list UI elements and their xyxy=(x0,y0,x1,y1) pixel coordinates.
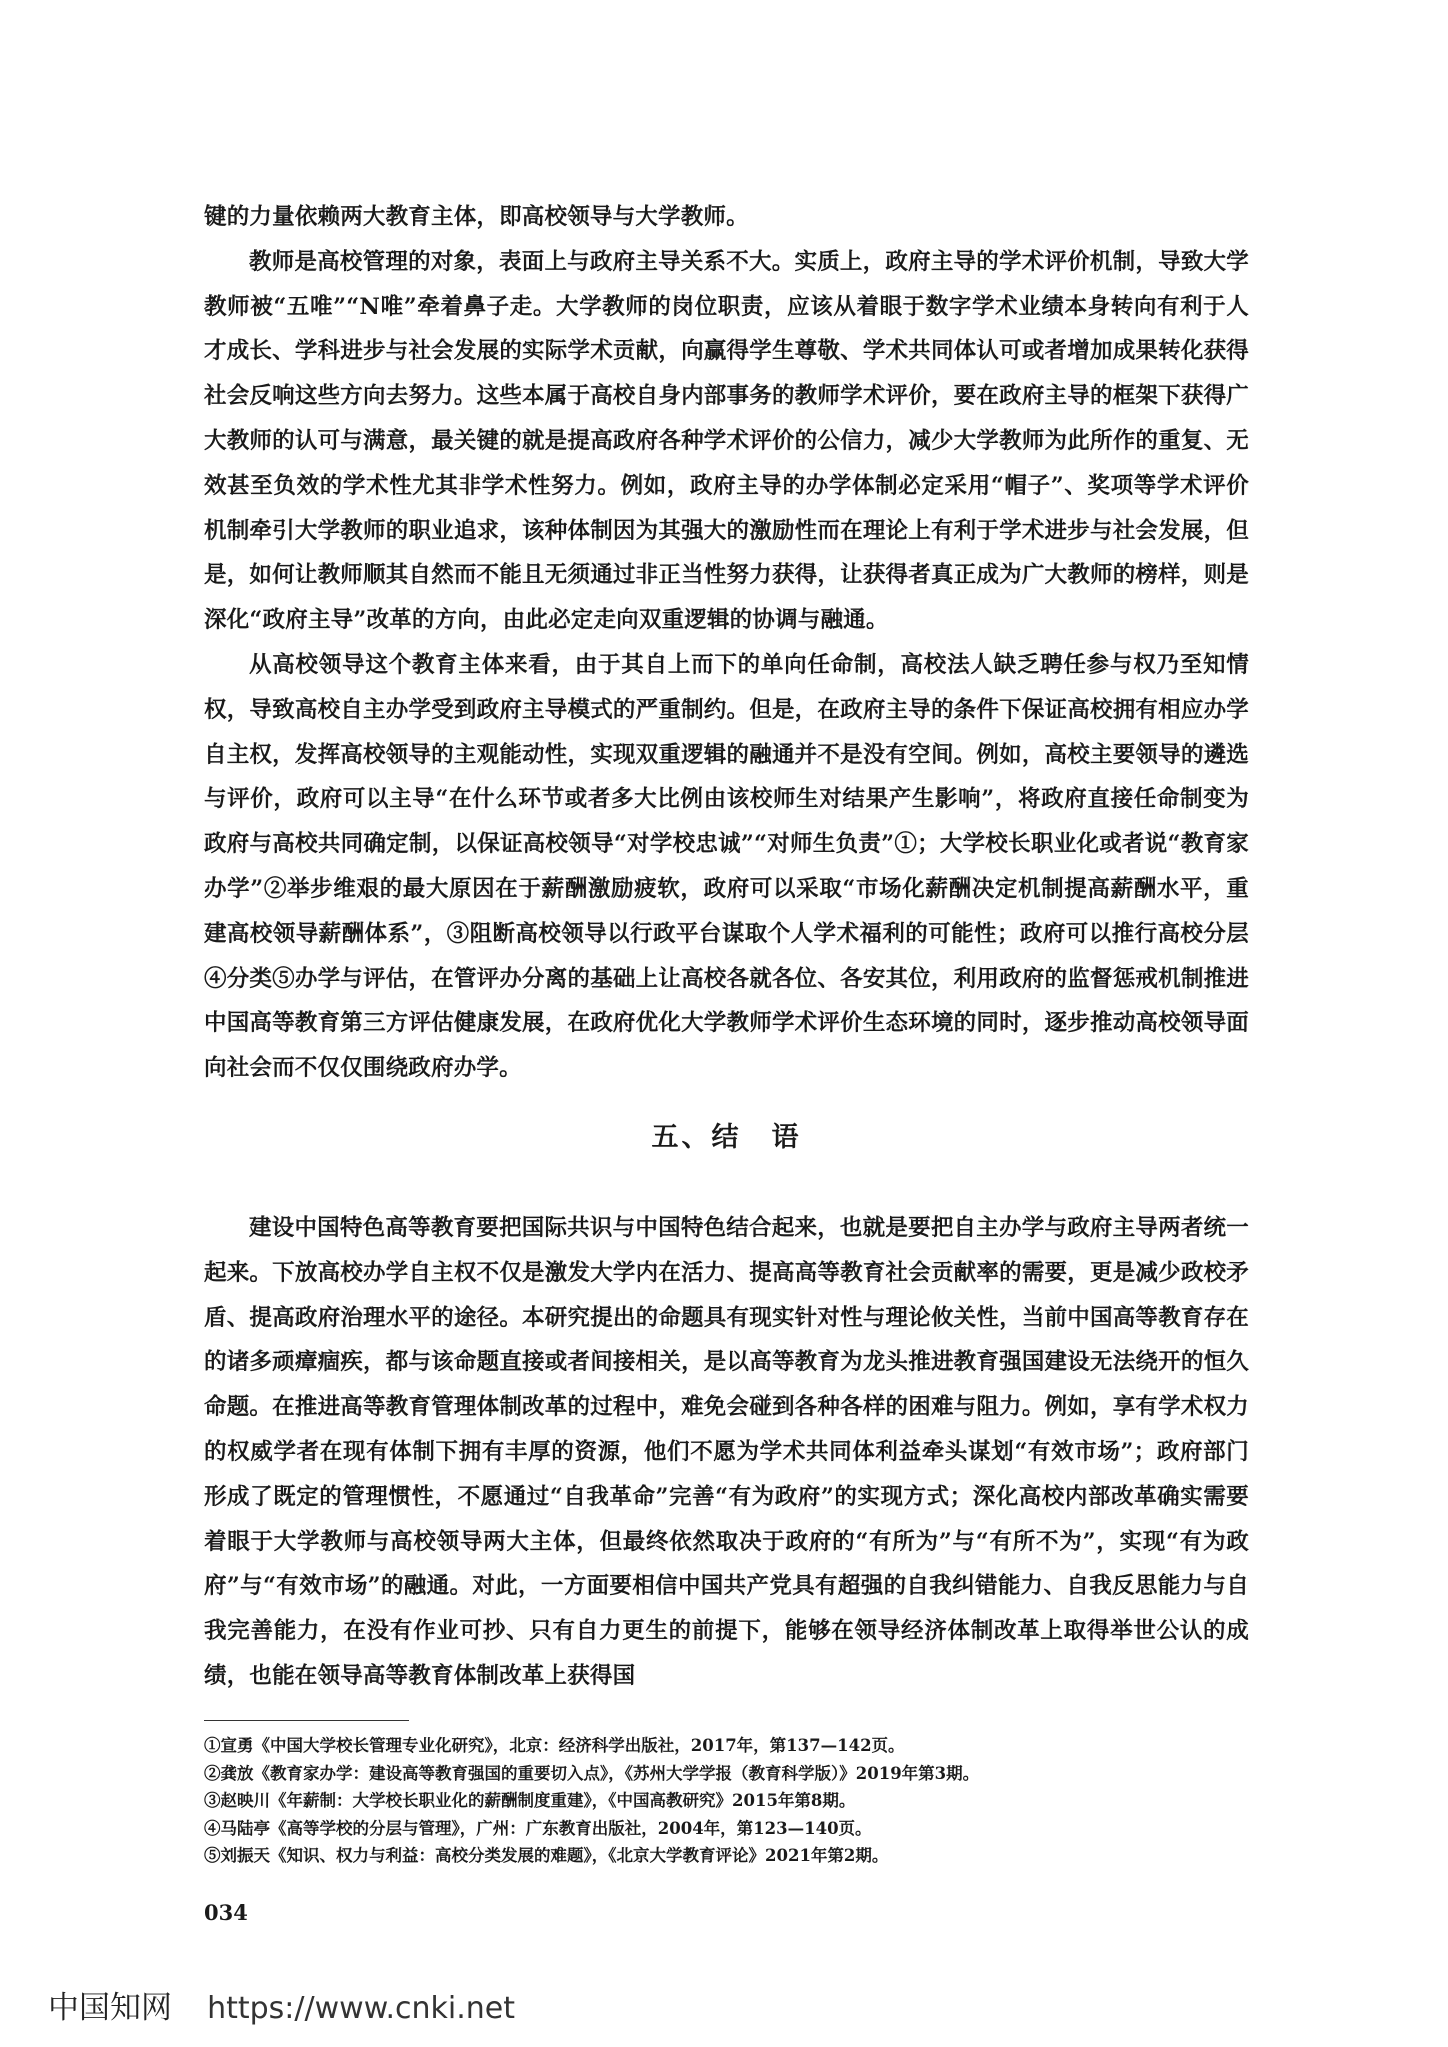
footnote-4: ④马陆亭《高等学校的分层与管理》，广州：广东教育出版社，2004年，第123—140页。 xyxy=(204,1818,872,1838)
paragraph-continuation: 键的力量依赖两大教育主体，即高校领导与大学教师。 xyxy=(204,204,749,230)
cnki-url: https://www.cnki.net xyxy=(207,1991,516,2026)
footnote-2: ②龚放《教育家办学：建设高等教育强国的重要切入点》，《苏州大学学报（教育科学版）》2019年第3期。 xyxy=(204,1763,980,1783)
paragraph-conclusion: 建设中国特色高等教育要把国际共识与中国特色结合起来，也就是要把自主办学与政府主导两者统一起来。下放高校办学自主权不仅是激发大学内在活力、提高高等教育社会贡献率的需要，更是减少政校矛盾、提高政府治理水平的途径。本研究提出的命题具有现实针对性与理论攸关性，当前中国高等教育存在的诸多顽瘴痼疾，都与该命题直接或者间接相关，是以高等教育为龙头推进教育强国建设无法绕开的恒久命题。在推进高等教育管理体制改革的过程中，难免会碰到各种各样的困难与阻力。例如，享有学术权力的权威学者在现有体制下拥有丰厚的资源，他们不愿为学术共同体利益牵头谋划“有效市场”；政府部门形成了既定的管理惯性，不愿通过“自我革命”完善“有为政府”的实现方式；深化高校内部改革确实需要着眼于大学教师与高校领导两大主体，但最终依然取决于政府的“有所为”与“有所不为”，实现“有为政府”与“有效市场”的融通。对此，一方面要相信中国共产党具有超强的自我纠错能力、自我反思能力与自我完善能力，在没有作业可抄、只有自力更生的前提下，能够在领导经济体制改革上取得举世公认的成绩，也能在领导高等教育体制改革上获得国 xyxy=(204,1215,1249,1689)
footnote-divider xyxy=(204,1720,409,1721)
cnki-watermark xyxy=(48,1982,515,2027)
conclusion-section xyxy=(204,1206,1249,1699)
page-number: 034 xyxy=(204,1900,248,1925)
footnotes xyxy=(204,1732,1249,1870)
cnki-brand: 中国知网 xyxy=(48,1990,172,2026)
paragraph-teachers: 教师是高校管理的对象，表面上与政府主导关系不大。实质上，政府主导的学术评价机制，导致大学教师被“五唯”“N唯”牵着鼻子走。大学教师的岗位职责，应该从着眼于数字学术业绩本身转向有利于人才成长、学科进步与社会发展的实际学术贡献，向赢得学生尊敬、学术共同体认可或者增加成果转化获得社会反响这些方向去努力。这些本属于高校自身内部事务的教师学术评价，要在政府主导的框架下获得广大教师的认可与满意，最关键的就是提高政府各种学术评价的公信力，减少大学教师为此所作的重复、无效甚至负效的学术性尤其非学术性努力。例如，政府主导的办学体制必定采用“帽子”、奖项等学术评价机制牵引大学教师的职业追求，该种体制因为其强大的激励性而在理论上有利于学术进步与社会发展，但是，如何让教师顺其自然而不能且无须通过非正当性努力获得，让获得者真正成为广大教师的榜样，则是深化“政府主导”改革的方向，由此必定走向双重逻辑的协调与融通。 xyxy=(204,248,1249,634)
footnote-1: ①宣勇《中国大学校长管理专业化研究》，北京：经济科学出版社，2017年，第137—142页。 xyxy=(204,1736,905,1755)
section-heading: 五、结 语 xyxy=(651,1122,802,1153)
body-text xyxy=(204,195,1249,1091)
footnote-3: ③赵映川《年薪制：大学校长职业化的薪酬制度重建》，《中国高教研究》2015年第8期。 xyxy=(204,1791,856,1810)
paragraph-university-leaders: 从高校领导这个教育主体来看，由于其自上而下的单向任命制，高校法人缺乏聘任参与权乃至知情权，导致高校自主办学受到政府主导模式的严重制约。但是，在政府主导的条件下保证高校拥有相应办学自主权，发挥高校领导的主观能动性，实现双重逻辑的融通并不是没有空间。例如，高校主要领导的遴选与评价，政府可以主导“在什么环节或者多大比例由该校师生对结果产生影响”，将政府直接任命制变为政府与高校共同确定制，以保证高校领导“对学校忠诚”“对师生负责”①；大学校长职业化或者说“教育家办学”②举步维艰的最大原因在于薪酬激励疲软，政府可以采取“市场化薪酬决定机制提高薪酬水平，重建高校领导薪酬体系”，③阻断高校领导以行政平台谋取个人学术福利的可能性；政府可以推行高校分层④分类⑤办学与评估，在管评办分离的基础上让高校各就各位、各安其位，利用政府的监督惩戒机制推进中国高等教育第三方评估健康发展，在政府优化大学教师学术评价生态环境的同时，逐步推动高校领导面向社会而不仅仅围绕政府办学。 xyxy=(204,651,1249,1082)
footnote-5: ⑤刘振天《知识、权力与利益：高校分类发展的难题》，《北京大学教育评论》2021年第2期。 xyxy=(204,1846,889,1865)
